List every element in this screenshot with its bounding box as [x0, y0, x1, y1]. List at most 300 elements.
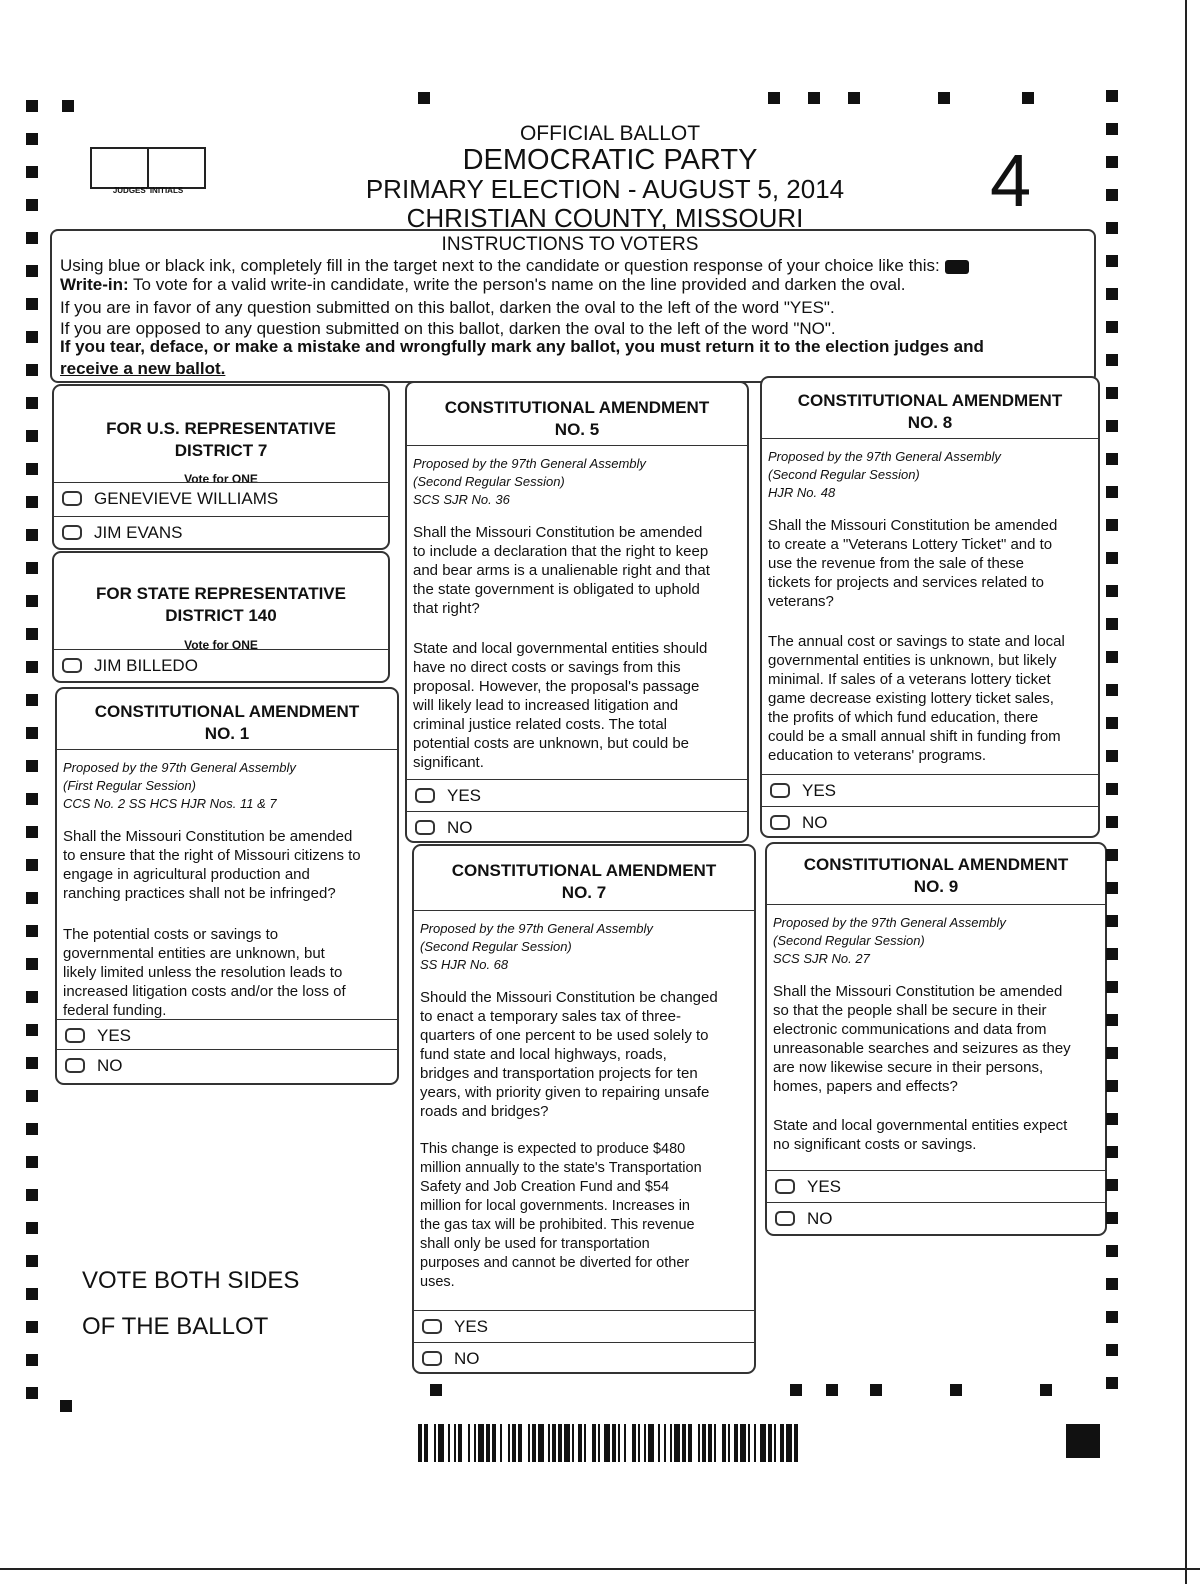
barcode-bar: [518, 1424, 522, 1462]
candidate-name: JIM EVANS: [94, 523, 183, 542]
vote-oval[interactable]: [415, 820, 435, 835]
barcode-bar: [670, 1424, 672, 1462]
fiscal-note: [420, 1140, 702, 1292]
barcode-bar: [468, 1424, 470, 1462]
no-option[interactable]: [414, 1342, 754, 1371]
timing-mark: [1106, 123, 1118, 135]
question-line: engage in agricultural production and: [63, 866, 310, 883]
timing-mark: [26, 1255, 38, 1267]
ballot-question: [768, 516, 1057, 611]
vote-oval[interactable]: [770, 815, 790, 830]
timing-mark: [26, 1222, 38, 1234]
timing-mark: [26, 166, 38, 178]
barcode-bar: [786, 1424, 792, 1462]
barcode-bar: [604, 1424, 610, 1462]
timing-mark: [26, 364, 38, 376]
contest-title: [54, 418, 388, 462]
fiscal-line: the profits of which fund education, there: [768, 709, 1039, 726]
timing-mark: [26, 727, 38, 739]
contest-amendment-5: [405, 381, 749, 843]
barcode-bar: [754, 1424, 756, 1462]
proposed-line: (Second Regular Session): [773, 933, 925, 948]
timing-mark: [1106, 618, 1118, 630]
barcode-bar: [708, 1424, 712, 1462]
timing-mark: [1106, 1212, 1118, 1224]
yes-label: YES: [454, 1317, 489, 1336]
proposed-by: [773, 914, 1006, 968]
no-option[interactable]: [407, 811, 747, 840]
contest-state-representative: [52, 551, 390, 683]
barcode-bar: [532, 1424, 536, 1462]
barcode-bar: [734, 1424, 738, 1462]
timing-mark: [26, 1057, 38, 1069]
no-option[interactable]: [767, 1202, 1105, 1231]
proposed-line: (Second Regular Session): [413, 474, 565, 489]
fiscal-line: shall only be used for transportation: [420, 1236, 650, 1252]
timing-mark: [26, 1288, 38, 1300]
timing-mark: [1106, 1179, 1118, 1191]
fiscal-line: criminal justice related costs. The total: [413, 716, 667, 733]
barcode-bar: [658, 1424, 660, 1462]
fiscal-note: [768, 632, 1065, 765]
instruction-line-writein: [60, 275, 906, 295]
ballot-question: [773, 982, 1071, 1096]
fiscal-note: [413, 639, 707, 772]
contest-title-line2: NO. 8: [907, 413, 953, 432]
timing-mark: [1106, 189, 1118, 201]
proposed-line: Proposed by the 97th General Assembly: [413, 456, 646, 471]
timing-mark: [808, 92, 820, 104]
fiscal-line: education to veterans' programs.: [768, 747, 986, 764]
timing-mark: [1106, 981, 1118, 993]
barcode-bar: [644, 1424, 646, 1462]
contest-amendment-1: [55, 687, 399, 1085]
fiscal-line: have no direct costs or savings from this: [413, 659, 681, 676]
candidate-option[interactable]: [54, 516, 388, 549]
contest-title-line2: NO. 1: [204, 724, 250, 743]
timing-mark: [1106, 1245, 1118, 1257]
notice-line: OF THE BALLOT: [82, 1313, 269, 1340]
yes-option[interactable]: [414, 1310, 754, 1343]
question-line: the state government is obligated to uphold: [413, 581, 700, 598]
timing-mark: [790, 1384, 802, 1396]
question-line: years, with priority given to repairing unsafe: [420, 1084, 710, 1101]
question-line: tickets for projects and services related to: [768, 574, 1044, 591]
timing-mark: [1106, 453, 1118, 465]
timing-mark: [26, 958, 38, 970]
contest-title-line1: FOR U.S. REPRESENTATIVE: [106, 419, 336, 438]
timing-mark: [1106, 684, 1118, 696]
barcode-bar: [794, 1424, 798, 1462]
fiscal-line: increased litigation costs and/or the loss of: [63, 983, 346, 1000]
barcode-bar: [508, 1424, 510, 1462]
question-line: unreasonable searches and seizures as they: [773, 1040, 1071, 1057]
timing-mark: [26, 892, 38, 904]
fiscal-line: governmental entities is unknown, but likely: [768, 652, 1057, 669]
timing-mark: [1106, 1278, 1118, 1290]
barcode-bar: [538, 1424, 544, 1462]
fiscal-line: the gas tax will be prohibited. This revenue: [420, 1217, 695, 1233]
fiscal-line: federal funding.: [63, 1002, 167, 1019]
fiscal-line: Safety and Job Creation Fund and $54: [420, 1179, 670, 1195]
barcode-bar: [632, 1424, 636, 1462]
timing-mark: [826, 1384, 838, 1396]
timing-mark: [1106, 750, 1118, 762]
contest-title: [767, 854, 1105, 898]
barcode-bar: [478, 1424, 484, 1462]
timing-mark: [26, 694, 38, 706]
contest-title-line2: NO. 5: [554, 420, 600, 439]
contest-title-line2: NO. 7: [561, 883, 607, 902]
timing-mark: [768, 92, 780, 104]
filled-target-example-icon: [945, 260, 969, 274]
vote-oval[interactable]: [62, 491, 82, 506]
proposed-line: (Second Regular Session): [420, 939, 572, 954]
barcode-bar: [552, 1424, 556, 1462]
question-line: Shall the Missouri Constitution be amended: [413, 524, 703, 541]
writein-text: To vote for a valid write-in candidate, write the person's name on the line provided and darken the oval.: [133, 275, 906, 294]
proposed-line: Proposed by the 97th General Assembly: [63, 760, 296, 775]
barcode-bar: [674, 1424, 680, 1462]
timing-mark: [26, 1387, 38, 1399]
barcode-bar: [728, 1424, 730, 1462]
ballot-question: [63, 827, 361, 903]
yes-option[interactable]: [767, 1170, 1105, 1203]
timing-mark: [1040, 1384, 1052, 1396]
ballot-question: [413, 523, 710, 618]
no-option[interactable]: [57, 1049, 397, 1082]
question-line: to create a "Veterans Lottery Ticket" and to: [768, 536, 1053, 553]
separator-line: [407, 445, 747, 446]
timing-mark: [1106, 354, 1118, 366]
timing-mark: [1106, 288, 1118, 300]
barcode-bar: [474, 1424, 476, 1462]
yes-option[interactable]: [407, 779, 747, 812]
timing-mark: [1022, 92, 1034, 104]
timing-mark: [60, 1400, 72, 1412]
timing-mark: [26, 430, 38, 442]
barcode-bar: [572, 1424, 574, 1462]
fiscal-line: million annually to the state's Transportation: [420, 1160, 702, 1176]
contest-amendment-7: [412, 844, 756, 1374]
timing-mark: [26, 298, 38, 310]
barcode-bar: [486, 1424, 490, 1462]
no-label: NO: [802, 813, 828, 832]
timing-mark: [848, 92, 860, 104]
yes-label: YES: [802, 781, 837, 800]
barcode-bar: [564, 1424, 570, 1462]
timing-mark: [1106, 1344, 1118, 1356]
question-line: quarters of one percent to be used solely to: [420, 1027, 709, 1044]
contest-title-line1: CONSTITUTIONAL AMENDMENT: [797, 391, 1063, 410]
proposed-line: Proposed by the 97th General Assembly: [773, 915, 1006, 930]
timing-mark: [26, 100, 38, 112]
timing-mark: [870, 1384, 882, 1396]
timing-mark: [26, 1090, 38, 1102]
proposed-line: Proposed by the 97th General Assembly: [420, 921, 653, 936]
timing-mark: [1106, 1146, 1118, 1158]
question-line: Should the Missouri Constitution be changed: [420, 989, 718, 1006]
instructions-title: INSTRUCTIONS TO VOTERS: [441, 234, 699, 255]
fiscal-note: [773, 1116, 1067, 1154]
question-line: use the revenue from the sale of these: [768, 555, 1024, 572]
barcode-bar: [688, 1424, 692, 1462]
barcode-bar: [424, 1424, 428, 1462]
timing-mark: [1106, 255, 1118, 267]
contest-title: [407, 397, 747, 441]
timing-mark: [1106, 1047, 1118, 1059]
contest-title-line1: CONSTITUTIONAL AMENDMENT: [444, 398, 710, 417]
separator-line: [414, 910, 754, 911]
fiscal-line: uses.: [420, 1274, 455, 1290]
timing-mark: [1106, 849, 1118, 861]
timing-mark: [26, 331, 38, 343]
timing-mark: [26, 397, 38, 409]
no-label: NO: [454, 1349, 480, 1368]
timing-mark: [1106, 948, 1118, 960]
election-heading: PRIMARY ELECTION - AUGUST 5, 2014: [365, 174, 845, 204]
separator-line: [57, 749, 397, 750]
barcode-bar: [458, 1424, 462, 1462]
fiscal-line: significant.: [413, 754, 484, 771]
vote-oval[interactable]: [65, 1028, 85, 1043]
timing-mark: [26, 1123, 38, 1135]
separator-line: [762, 438, 1098, 439]
timing-mark: [1106, 519, 1118, 531]
ballot-question: [420, 988, 718, 1121]
barcode-bar: [748, 1424, 750, 1462]
proposed-line: HJR No. 48: [768, 485, 836, 500]
instruction-line-new-ballot: receive a new ballot.: [60, 359, 226, 378]
barcode-bar: [768, 1424, 772, 1462]
timing-mark: [26, 595, 38, 607]
contest-title-line1: CONSTITUTIONAL AMENDMENT: [94, 702, 360, 721]
timing-mark: [1106, 585, 1118, 597]
ballot-style-number: 4: [990, 139, 1032, 222]
judges-initials-label: JUDGES' INITIALS: [112, 186, 184, 195]
contest-title-line2: NO. 9: [913, 877, 959, 896]
timing-mark: [26, 133, 38, 145]
timing-mark: [26, 991, 38, 1003]
candidate-name: GENEVIEVE WILLIAMS: [94, 489, 279, 508]
contest-title: [414, 860, 754, 904]
vote-oval[interactable]: [422, 1319, 442, 1334]
proposed-line: SCS SJR No. 27: [773, 951, 870, 966]
timing-mark: [26, 1024, 38, 1036]
question-line: ranching practices shall not be infringed?: [63, 885, 336, 902]
yes-option[interactable]: [57, 1019, 397, 1052]
no-option[interactable]: [762, 806, 1098, 835]
barcode: [418, 1424, 904, 1462]
question-line: that right?: [413, 600, 480, 617]
contest-title: [57, 701, 397, 745]
question-line: fund state and local highways, roads,: [420, 1046, 667, 1063]
timing-mark: [1106, 1311, 1118, 1323]
question-line: roads and bridges?: [420, 1103, 549, 1120]
question-line: so that the people shall be secure in their: [773, 1002, 1047, 1019]
timing-mark: [26, 562, 38, 574]
timing-mark: [1106, 387, 1118, 399]
barcode-bar: [682, 1424, 686, 1462]
barcode-bar: [722, 1424, 726, 1462]
barcode-bar: [598, 1424, 600, 1462]
fiscal-line: State and local governmental entities expect: [773, 1117, 1068, 1134]
timing-mark: [26, 463, 38, 475]
question-line: and bear arms is a unalienable right and that: [413, 562, 710, 579]
barcode-bar: [512, 1424, 516, 1462]
instruction-line-mistake: If you tear, deface, or make a mistake and wrongfully mark any ballot, you must return it to the election judges and: [60, 337, 984, 356]
instruction-text: Using blue or black ink, completely fill in the target next to the candidate or question response of your choice like this:: [60, 256, 940, 275]
proposed-line: Proposed by the 97th General Assembly: [768, 449, 1001, 464]
contest-amendment-8: [760, 376, 1100, 838]
yes-label: YES: [447, 786, 482, 805]
proposed-line: CCS No. 2 SS HCS HJR Nos. 11 & 7: [63, 796, 277, 811]
timing-mark: [1106, 1080, 1118, 1092]
vote-oval[interactable]: [415, 788, 435, 803]
vote-oval[interactable]: [775, 1211, 795, 1226]
contest-title-line1: FOR STATE REPRESENTATIVE: [96, 584, 346, 603]
barcode-bar: [698, 1424, 700, 1462]
proposed-by: [420, 920, 653, 974]
question-line: to ensure that the right of Missouri citizens to: [63, 847, 361, 864]
timing-mark: [26, 628, 38, 640]
fiscal-line: likely limited unless the resolution leads to: [63, 964, 343, 981]
fiscal-line: The potential costs or savings to: [63, 926, 279, 943]
timing-mark: [26, 1321, 38, 1333]
contest-amendment-9: [765, 842, 1107, 1236]
fiscal-line: minimal. If sales of a veterans lottery ticket: [768, 671, 1051, 688]
timing-mark: [26, 199, 38, 211]
timing-mark: [1106, 420, 1118, 432]
timing-mark: [26, 925, 38, 937]
timing-mark: [938, 92, 950, 104]
contest-us-representative: [52, 384, 390, 550]
timing-mark: [26, 496, 38, 508]
timing-mark: [418, 92, 430, 104]
barcode-bar: [578, 1424, 582, 1462]
proposed-line: SCS SJR No. 36: [413, 492, 510, 507]
yes-option[interactable]: [762, 774, 1098, 807]
timing-mark: [26, 760, 38, 772]
fiscal-line: The annual cost or savings to state and local: [768, 633, 1065, 650]
barcode-bar: [714, 1424, 716, 1462]
timing-mark: [1106, 717, 1118, 729]
vote-oval[interactable]: [62, 658, 82, 673]
barcode-bar: [528, 1424, 530, 1462]
writein-label: Write-in:: [60, 275, 129, 294]
barcode-bar: [702, 1424, 706, 1462]
notice-line: VOTE BOTH SIDES: [82, 1267, 300, 1294]
fiscal-line: no significant costs or savings.: [773, 1136, 977, 1153]
fiscal-line: game decrease existing lottery ticket sales,: [768, 690, 1054, 707]
page-edge-bottom: [0, 1568, 1200, 1570]
timing-mark: [1106, 1014, 1118, 1026]
vote-oval[interactable]: [62, 525, 82, 540]
no-label: NO: [447, 818, 473, 837]
timing-mark: [1106, 156, 1118, 168]
candidate-option[interactable]: [54, 482, 388, 515]
contest-title-line2: DISTRICT 7: [174, 441, 268, 460]
question-line: homes, papers and effects?: [773, 1078, 958, 1095]
page-edge-right: [1185, 0, 1187, 1584]
proposed-line: SS HJR No. 68: [420, 957, 509, 972]
vote-oval[interactable]: [422, 1351, 442, 1366]
barcode-bar: [558, 1424, 562, 1462]
barcode-bar: [760, 1424, 766, 1462]
barcode-bar: [438, 1424, 444, 1462]
proposed-line: (First Regular Session): [63, 778, 196, 793]
barcode-bar: [418, 1424, 422, 1462]
barcode-bar: [780, 1424, 784, 1462]
barcode-bar: [612, 1424, 616, 1462]
timing-mark: [26, 529, 38, 541]
timing-mark: [1106, 90, 1118, 102]
timing-mark: [26, 1354, 38, 1366]
contest-title: [54, 583, 388, 627]
question-line: veterans?: [768, 593, 834, 610]
question-line: Shall the Missouri Constitution be amended: [63, 828, 353, 845]
fiscal-line: million for local governments. Increases in: [420, 1198, 690, 1214]
barcode-bar: [500, 1424, 502, 1462]
barcode-bar: [548, 1424, 550, 1462]
question-line: electronic communications and data from: [773, 1021, 1047, 1038]
fiscal-line: potential costs are unknown, but could be: [413, 735, 690, 752]
contest-title-line2: DISTRICT 140: [165, 606, 277, 625]
barcode-bar: [648, 1424, 654, 1462]
fiscal-line: This change is expected to produce $480: [420, 1141, 686, 1157]
barcode-bar: [774, 1424, 776, 1462]
barcode-bar: [448, 1424, 450, 1462]
proposed-by: [63, 759, 296, 813]
vote-oval[interactable]: [65, 1058, 85, 1073]
corner-registration-mark: [1066, 1424, 1100, 1458]
timing-mark: [1106, 222, 1118, 234]
question-line: are now likewise secure in their persons,: [773, 1059, 1044, 1076]
county-heading: CHRISTIAN COUNTY, MISSOURI: [406, 203, 804, 233]
vote-oval[interactable]: [770, 783, 790, 798]
party-heading: DEMOCRATIC PARTY: [462, 144, 758, 176]
timing-mark: [26, 265, 38, 277]
fiscal-line: State and local governmental entities should: [413, 640, 708, 657]
fiscal-line: could be a small annual shift in funding from: [768, 728, 1061, 745]
barcode-bar: [624, 1424, 626, 1462]
timing-mark: [1106, 321, 1118, 333]
question-line: to include a declaration that the right to keep: [413, 543, 709, 560]
candidate-option[interactable]: [54, 649, 388, 682]
vote-oval[interactable]: [775, 1179, 795, 1194]
question-line: to enact a temporary sales tax of three-: [420, 1008, 681, 1025]
question-line: Shall the Missouri Constitution be amended: [773, 983, 1063, 1000]
fiscal-note: [63, 925, 346, 1020]
fiscal-line: governmental entities are unknown, but: [63, 945, 325, 962]
barcode-bar: [454, 1424, 456, 1462]
ballot-heading: OFFICIAL BALLOT: [519, 122, 701, 145]
contest-title: [762, 390, 1098, 434]
proposed-by: [413, 455, 646, 509]
vote-both-sides-notice: [82, 1258, 299, 1350]
timing-mark: [1106, 651, 1118, 663]
no-label: NO: [97, 1056, 123, 1075]
timing-mark: [1106, 882, 1118, 894]
barcode-bar: [592, 1424, 596, 1462]
proposed-by: [768, 448, 1001, 502]
timing-mark: [430, 1384, 442, 1396]
fiscal-line: purposes and cannot be diverted for other: [420, 1255, 690, 1271]
fiscal-line: will likely lead to increased litigation and: [413, 697, 679, 714]
timing-mark: [26, 793, 38, 805]
timing-mark: [26, 1189, 38, 1201]
contest-title-line1: CONSTITUTIONAL AMENDMENT: [803, 855, 1069, 874]
